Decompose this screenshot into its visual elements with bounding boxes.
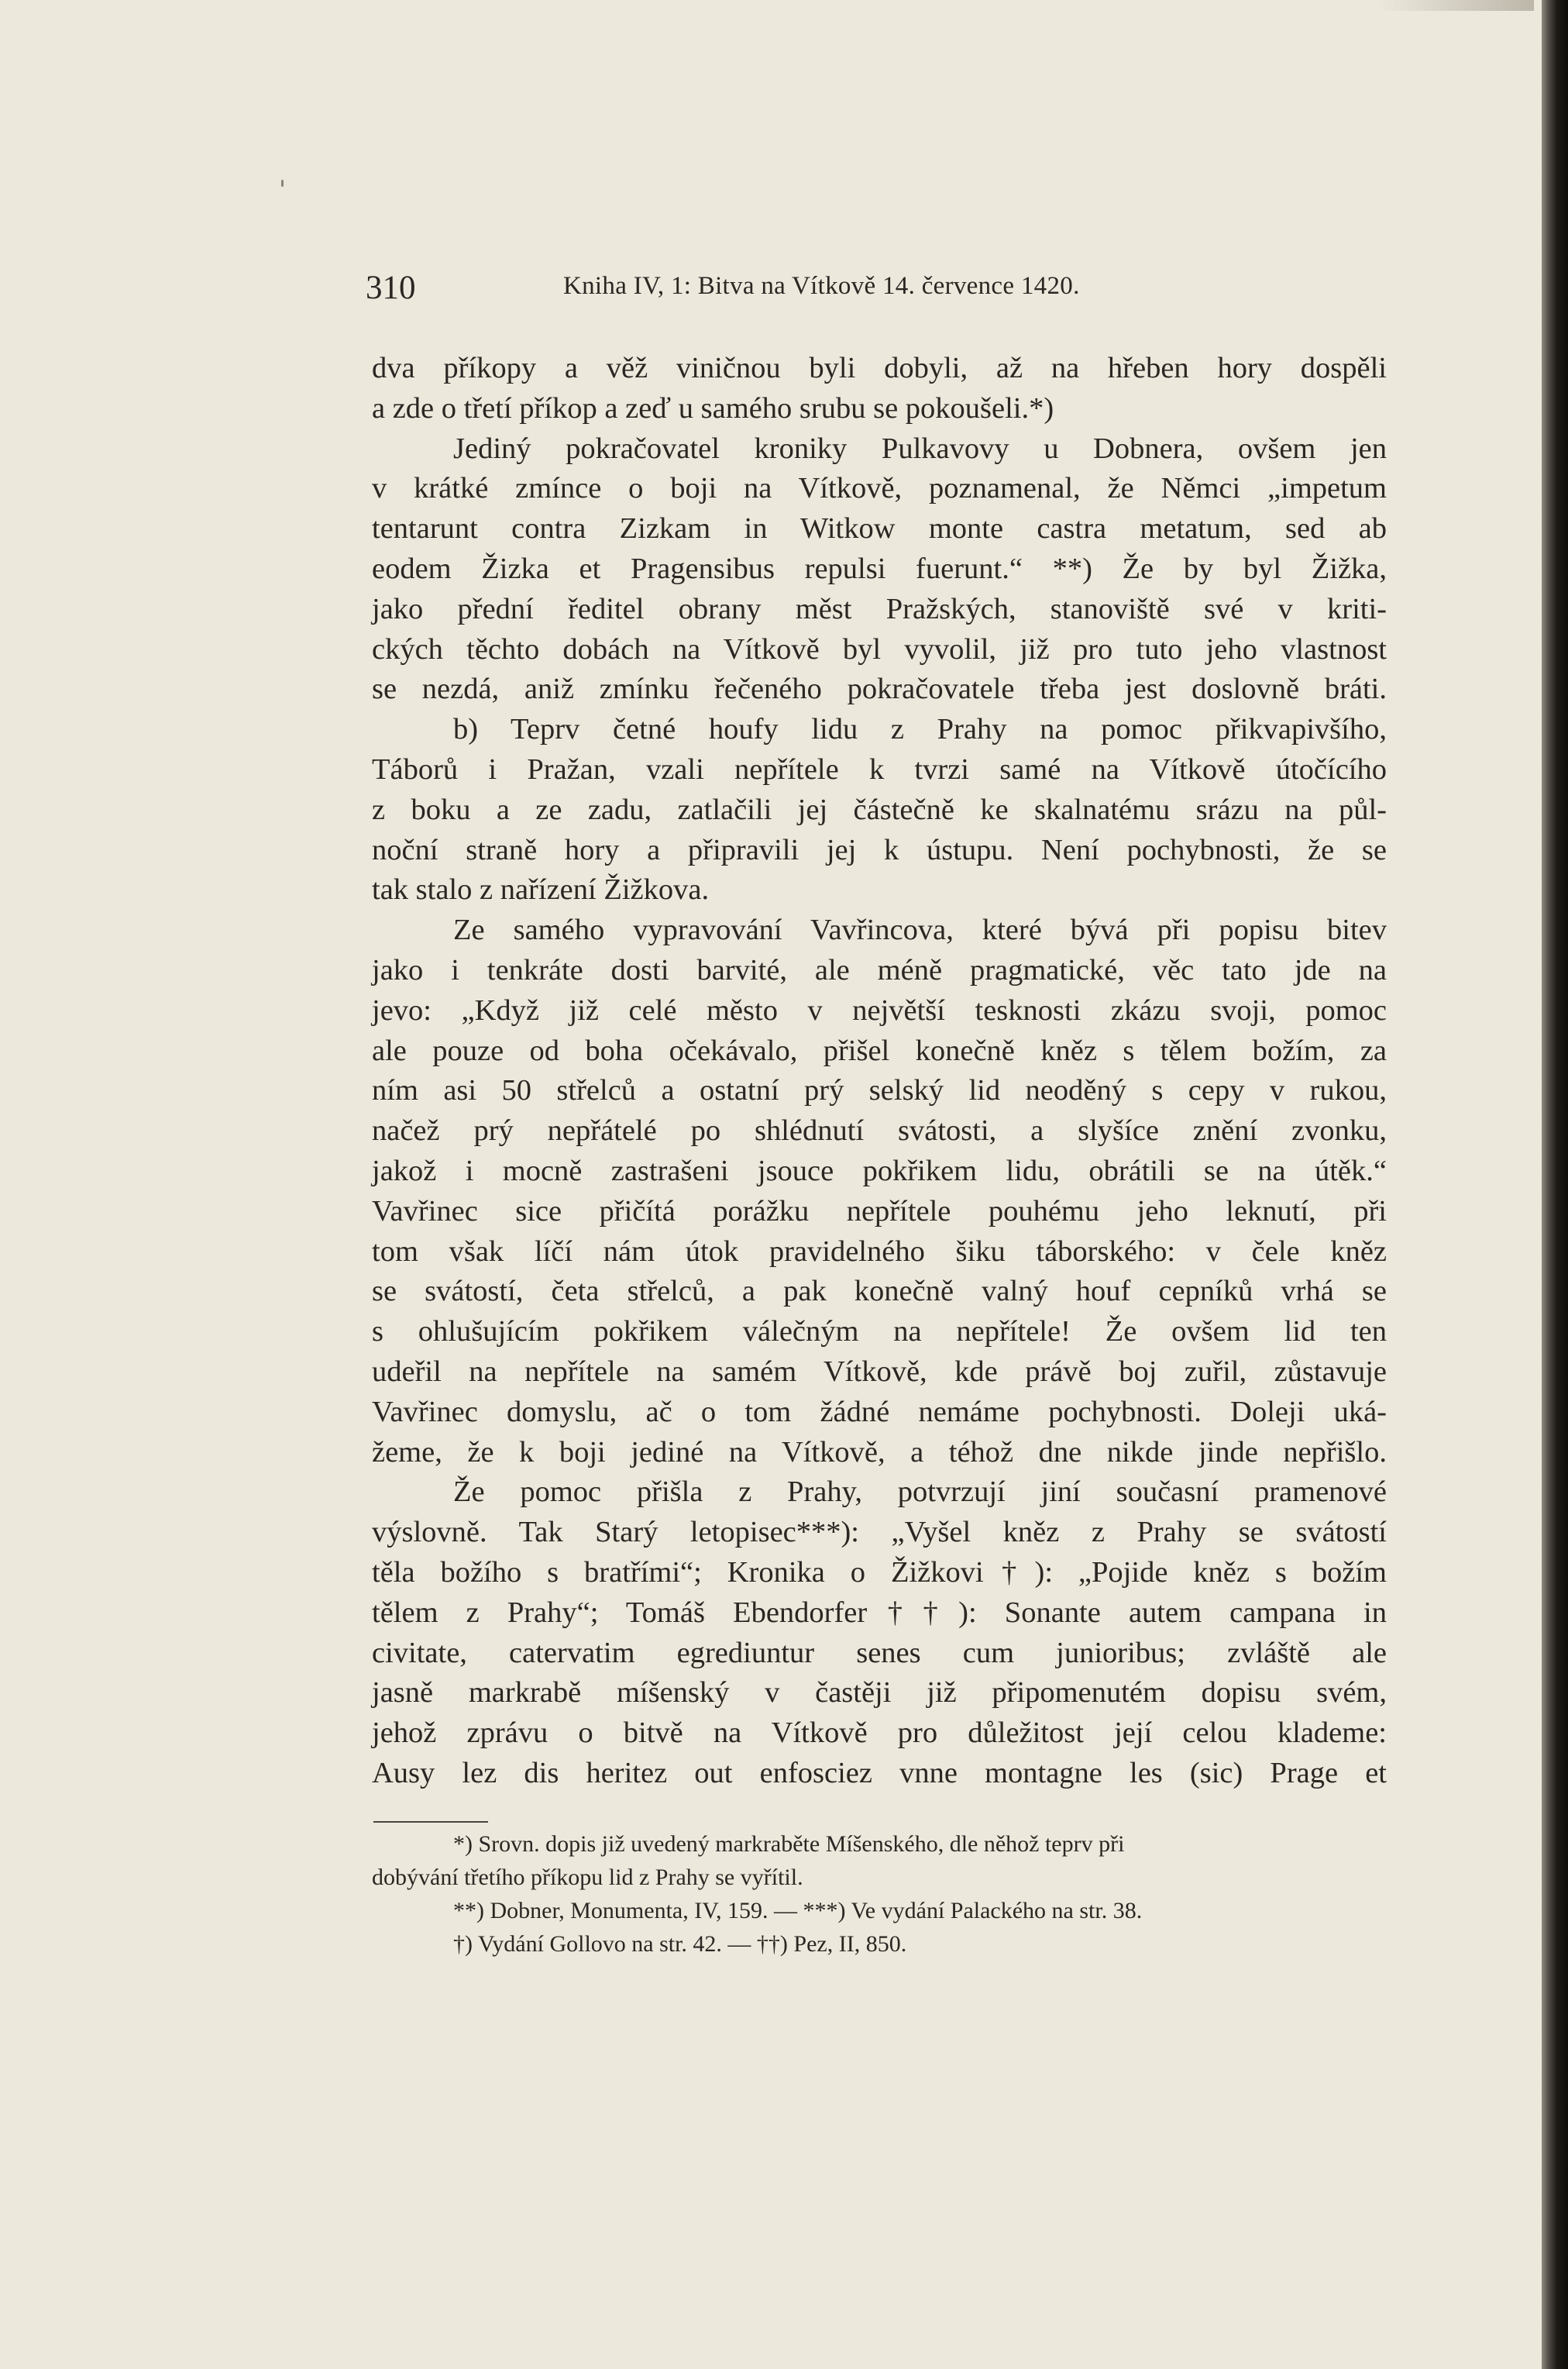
text-line: jasně markrabě míšenský v častěji již připomenutém dopisu svém, <box>372 1676 1387 1710</box>
text-line: dva příkopy a věž viničnou byli dobyli, až na hřeben hory dospěli <box>372 352 1387 384</box>
page-stain <box>1379 0 1534 11</box>
text-line: jako i tenkráte dosti barvité, ale méně pragmatické, věc tato jde na <box>372 953 1387 987</box>
text-line: civitate, catervatim egrediuntur senes cum junioribus; zvláště ale <box>372 1636 1387 1669</box>
text-line: eodem Žizka et Pragensibus repulsi fuerunt.“ **) Že by byl Žižka, <box>372 552 1387 585</box>
text-line: Táborů i Pražan, vzali nepřítele k tvrzi samé na Vítkově útočícího <box>372 752 1387 786</box>
text-line: jako přední ředitel obrany měst Pražských, stanoviště své v kriti- <box>372 592 1387 625</box>
footnotes <box>372 1827 1387 1961</box>
page-edge <box>1542 0 1568 2369</box>
body-text <box>372 349 1387 1794</box>
text-line: tentarunt contra Zizkam in Witkow monte castra metatum, sed ab <box>372 512 1387 546</box>
footnote-line: *) Srovn. dopis již uvedený markraběte Míšenského, dle něhož teprv při <box>453 1831 1125 1857</box>
text-line: v krátké zmínce o boji na Vítkově, poznamenal, že Němci „impetum <box>372 472 1387 505</box>
text-line: Vavřinec domyslu, ač o tom žádné nemáme pochybnosti. Doleji uká- <box>372 1395 1387 1428</box>
text-line: tělem z Prahy“; Tomáš Ebendorfer††): Sonante autem campana in <box>372 1596 1387 1629</box>
text-line: ckých těchto dobách na Vítkově byl vyvolil, již pro tuto jeho vlastnost <box>372 632 1387 666</box>
text-line: výslovně. Tak Starý letopisec***): „Vyšel kněz z Prahy se svátostí <box>372 1516 1387 1549</box>
footnote-line: †) Vydání Gollovo na str. 42. — ††) Pez, II, 850. <box>453 1931 907 1957</box>
text-line: žeme, že k boji jediné na Vítkově, a téhož dne nikde jinde nepřišlo. <box>372 1435 1387 1469</box>
text-line: se svátostí, četa střelců, a pak konečně valný houf cepníků vrhá se <box>372 1275 1387 1308</box>
page-number: 310 <box>366 270 416 306</box>
text-line: jevo: „Když již celé město v největší tesknosti zkázu svoji, pomoc <box>372 993 1387 1027</box>
running-title: Kniha IV, 1: Bitva na Vítkově 14. července 1420. <box>563 272 1080 300</box>
footnote-line: dobývání třetího příkopu lid z Prahy se vyřítil. <box>372 1865 803 1890</box>
text-line: z boku a ze zadu, zatlačili jej částečně ke skalnatému srázu na půl- <box>372 793 1387 826</box>
text-line: s ohlušujícím pokřikem válečným na nepřítele! Že ovšem lid ten <box>372 1315 1387 1348</box>
footnote-line: **) Dobner, Monumenta, IV, 159. — ***) Ve vydání Palackého na str. 38. <box>453 1898 1143 1923</box>
text-line: b) Teprv četné houfy lidu z Prahy na pomoc přikvapivšího, <box>453 713 1387 746</box>
text-line: Ze samého vypravování Vavřincova, které bývá při popisu bitev <box>453 914 1387 947</box>
text-line: udeřil na nepřítele na samém Vítkově, kde právě boj zuřil, zůstavuje <box>372 1355 1387 1388</box>
text-line: Ausy lez dis heritez out enfosciez vnne montagne les (sic) Prage et <box>372 1756 1387 1789</box>
text-line: načež prý nepřátelé po shlédnutí svátosti, a slyšíce znění zvonku, <box>372 1114 1387 1148</box>
ink-speck <box>281 180 284 187</box>
text-line: Vavřinec sice přičítá porážku nepřítele pouhému jeho leknutí, při <box>372 1194 1387 1228</box>
text-line: Jediný pokračovatel kroniky Pulkavovy u Dobnera, ovšem jen <box>453 432 1387 465</box>
text-line: jakož i mocně zastrašeni jsouce pokřikem lidu, obrátili se na útěk.“ <box>372 1154 1387 1187</box>
text-line: ale pouze od boha očekávalo, přišel konečně kněz s tělem božím, za <box>372 1034 1387 1067</box>
text-line: těla božího s bratřími“; Kronika o Žižkovi†): „Pojide kněz s božím <box>372 1555 1387 1589</box>
text-line: noční straně hory a připravili jej k ústupu. Není pochybnosti, že se <box>372 833 1387 866</box>
text-line: Že pomoc přišla z Prahy, potvrzují jiní současní pramenové <box>453 1475 1387 1509</box>
footnote-divider <box>373 1821 488 1823</box>
text-line: jehož zprávu o bitvě na Vítkově pro důležitost její celou klademe: <box>372 1716 1387 1750</box>
page-header <box>366 269 1458 308</box>
text-line: se nezdá, aniž zmínku řečeného pokračovatele třeba jest doslovně bráti. <box>372 673 1387 706</box>
text-line: tak stalo z nařízení Žižkova. <box>372 873 710 907</box>
text-line: ním asi 50 střelců a ostatní prý selský lid neoděný s cepy v rukou, <box>372 1074 1387 1107</box>
text-line: a zde o třetí příkop a zeď u samého srubu se pokoušeli.*) <box>372 391 1054 425</box>
text-line: tom však líčí nám útok pravidelného šiku táborského: v čele kněz <box>372 1234 1387 1268</box>
